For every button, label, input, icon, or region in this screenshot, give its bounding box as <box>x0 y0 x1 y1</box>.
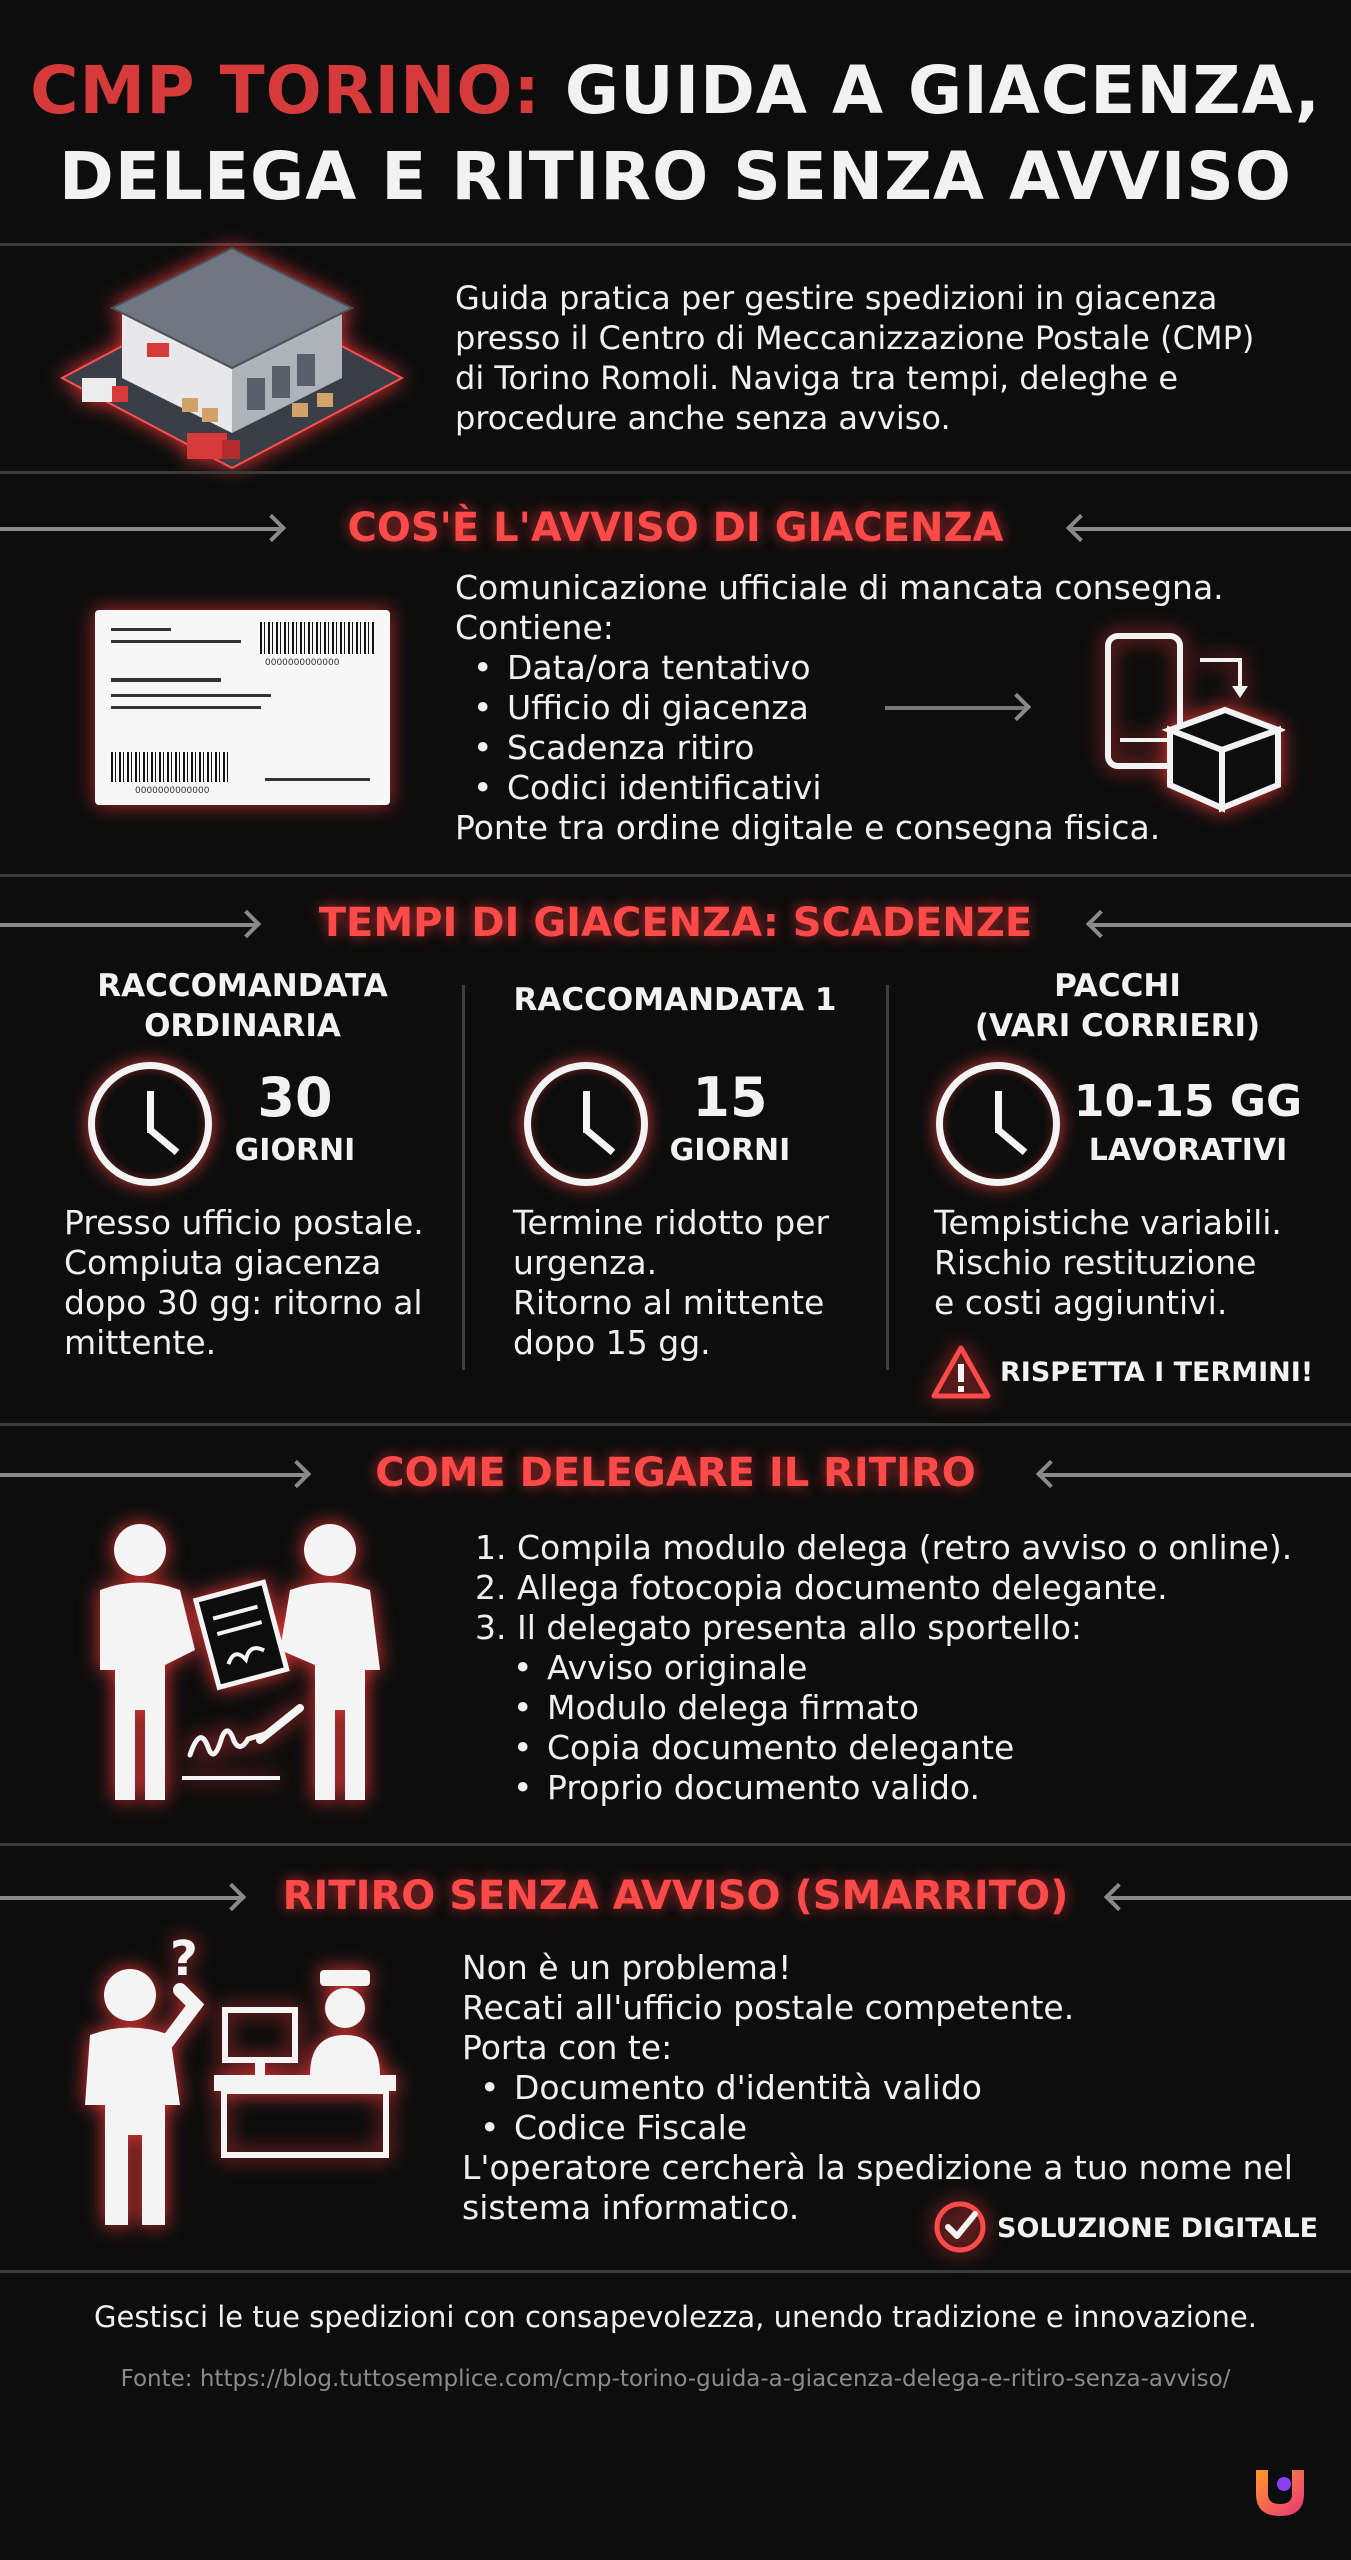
avviso-line: Ponte tra ordine digitale e consegna fisica. <box>455 808 1161 847</box>
column-divider <box>462 985 465 1370</box>
days-unit: GIORNI <box>669 1133 791 1168</box>
step-item: 2. Allega fotocopia documento delegante. <box>475 1568 1168 1607</box>
desc-line: dopo 15 gg. <box>513 1323 711 1362</box>
barcode-number: 0000000000000 <box>265 658 340 668</box>
source-link[interactable]: Fonte: https://blog.tuttosemplice.com/cmp-torino-guida-a-giacenza-delega-e-ritiro-senza-avviso/ <box>120 2366 1231 2392</box>
intro-line: procedure anche senza avviso. <box>455 399 951 437</box>
warehouse-icon <box>52 228 412 483</box>
list-item: • Codice Fiscale <box>462 2108 1293 2148</box>
arrow-left-icon <box>1042 1473 1351 1477</box>
title-line1: GUIDA A GIACENZA, <box>564 52 1321 129</box>
clock-icon <box>88 1062 212 1186</box>
column-header-line: PACCHI <box>1054 968 1181 1004</box>
list-item: • Ufficio di giacenza <box>455 688 1224 728</box>
divider <box>0 1423 1351 1426</box>
warning-icon <box>930 1344 992 1400</box>
page-title <box>0 48 1351 220</box>
days-number: 15 <box>692 1066 768 1129</box>
list-item: • Copia documento delegante <box>495 1728 1292 1768</box>
barcode-number: 0000000000000 <box>135 786 210 796</box>
smarrito-line: Recati all'ufficio postale competente. <box>462 1988 1075 2027</box>
list-item: • Data/ora tentativo <box>455 648 1224 688</box>
column-desc <box>934 1203 1282 1323</box>
column-header-line: RACCOMANDATA <box>97 968 388 1004</box>
intro-line: di Torino Romoli. Naviga tra tempi, deleghe e <box>455 359 1179 397</box>
section-title-tempi: TEMPI DI GIACENZA: SCADENZE <box>318 900 1033 946</box>
brand-logo-icon <box>1248 2458 1312 2522</box>
section-title-delega: COME DELEGARE IL RITIRO <box>375 1450 976 1496</box>
divider <box>0 471 1351 474</box>
desc-line: Tempistiche variabili. <box>934 1203 1282 1242</box>
desc-line: Ritorno al mittente <box>513 1283 825 1322</box>
desc-line: Rischio restituzione <box>934 1243 1257 1282</box>
column-desc <box>513 1203 829 1363</box>
badge-text: SOLUZIONE DIGITALE <box>997 2213 1319 2244</box>
check-circle-icon <box>933 2200 987 2254</box>
signature-icon <box>180 1700 320 1790</box>
days-number: 10-15 GG <box>1073 1076 1303 1127</box>
smarrito-line: Non è un problema! <box>462 1948 792 1987</box>
section-title-avviso: COS'È L'AVVISO DI GIACENZA <box>347 505 1004 551</box>
list-item: • Documento d'identità valido <box>462 2068 1293 2108</box>
column-header-line: ORDINARIA <box>144 1008 341 1044</box>
list-item: • Avviso originale <box>495 1648 1292 1688</box>
section-title-smarrito: RITIRO SENZA AVVISO (SMARRITO) <box>282 1873 1069 1919</box>
step-item: 3. Il delegato presenta allo sportello: <box>475 1608 1083 1647</box>
days-unit: GIORNI <box>234 1133 356 1168</box>
desc-line: Termine ridotto per <box>513 1203 830 1242</box>
column-header-line: (VARI CORRIERI) <box>974 1008 1261 1044</box>
column-header <box>900 966 1335 1046</box>
clock-icon <box>524 1062 648 1186</box>
desc-line: mittente. <box>64 1323 217 1362</box>
column-header-line: RACCOMANDATA 1 <box>513 982 837 1018</box>
post-office-counter-icon <box>210 1960 400 2160</box>
avviso-line: Comunicazione ufficiale di mancata consegna. <box>455 568 1224 607</box>
list-item: • Codici identificativi <box>455 768 1224 808</box>
smarrito-text <box>462 1948 1293 2228</box>
avviso-line: Contiene: <box>455 608 614 647</box>
footer-tagline: Gestisci le tue spedizioni con consapevolezza, unendo tradizione e innovazione. <box>94 2300 1257 2334</box>
step-item: 1. Compila modulo delega (retro avviso o online). <box>475 1528 1293 1567</box>
desc-line: e costi aggiuntivi. <box>934 1283 1228 1322</box>
arrow-left-icon <box>1072 527 1351 531</box>
divider <box>0 1843 1351 1846</box>
clock-icon <box>936 1062 1060 1186</box>
smarrito-line: sistema informatico. <box>462 2188 800 2227</box>
desc-line: Presso ufficio postale. <box>64 1203 424 1242</box>
days-number: 30 <box>257 1066 333 1129</box>
confused-person-icon <box>70 1935 220 2230</box>
divider <box>0 874 1351 877</box>
smarrito-line: Porta con te: <box>462 2028 673 2067</box>
arrow-left-icon <box>1110 1896 1351 1900</box>
divider <box>0 2270 1351 2273</box>
list-item: • Proprio documento valido. <box>495 1768 1292 1808</box>
smarrito-line: L'operatore cercherà la spedizione a tuo nome nel <box>462 2148 1293 2187</box>
intro-line: presso il Centro di Meccanizzazione Postale (CMP) <box>455 319 1255 357</box>
phone-to-box-icon <box>1100 630 1285 815</box>
delega-list <box>495 1648 1292 1808</box>
title-line2: DELEGA E RITIRO SENZA AVVISO <box>59 138 1292 215</box>
intro-text <box>455 278 1254 438</box>
avviso-card-icon <box>95 610 390 805</box>
column-header <box>475 980 875 1020</box>
desc-line: Compiuta giacenza <box>64 1243 382 1282</box>
desc-line: urgenza. <box>513 1243 658 1282</box>
desc-line: dopo 30 gg: ritorno al <box>64 1283 423 1322</box>
intro-line: Guida pratica per gestire spedizioni in giacenza <box>455 279 1218 317</box>
column-header <box>40 966 445 1046</box>
list-item: • Modulo delega firmato <box>495 1688 1292 1728</box>
smarrito-list <box>462 2068 1293 2148</box>
column-divider <box>886 985 889 1370</box>
svg-text:?: ? <box>170 1935 198 1987</box>
list-item: • Scadenza ritiro <box>455 728 1224 768</box>
arrow-left-icon <box>1092 923 1351 927</box>
column-desc <box>64 1203 424 1363</box>
arrow-right-icon <box>885 706 1025 710</box>
days-unit: LAVORATIVI <box>1088 1133 1288 1168</box>
warning-text: RISPETTA I TERMINI! <box>1000 1357 1314 1388</box>
title-accent: CMP TORINO: <box>30 52 541 129</box>
delega-steps <box>475 1528 1292 1808</box>
